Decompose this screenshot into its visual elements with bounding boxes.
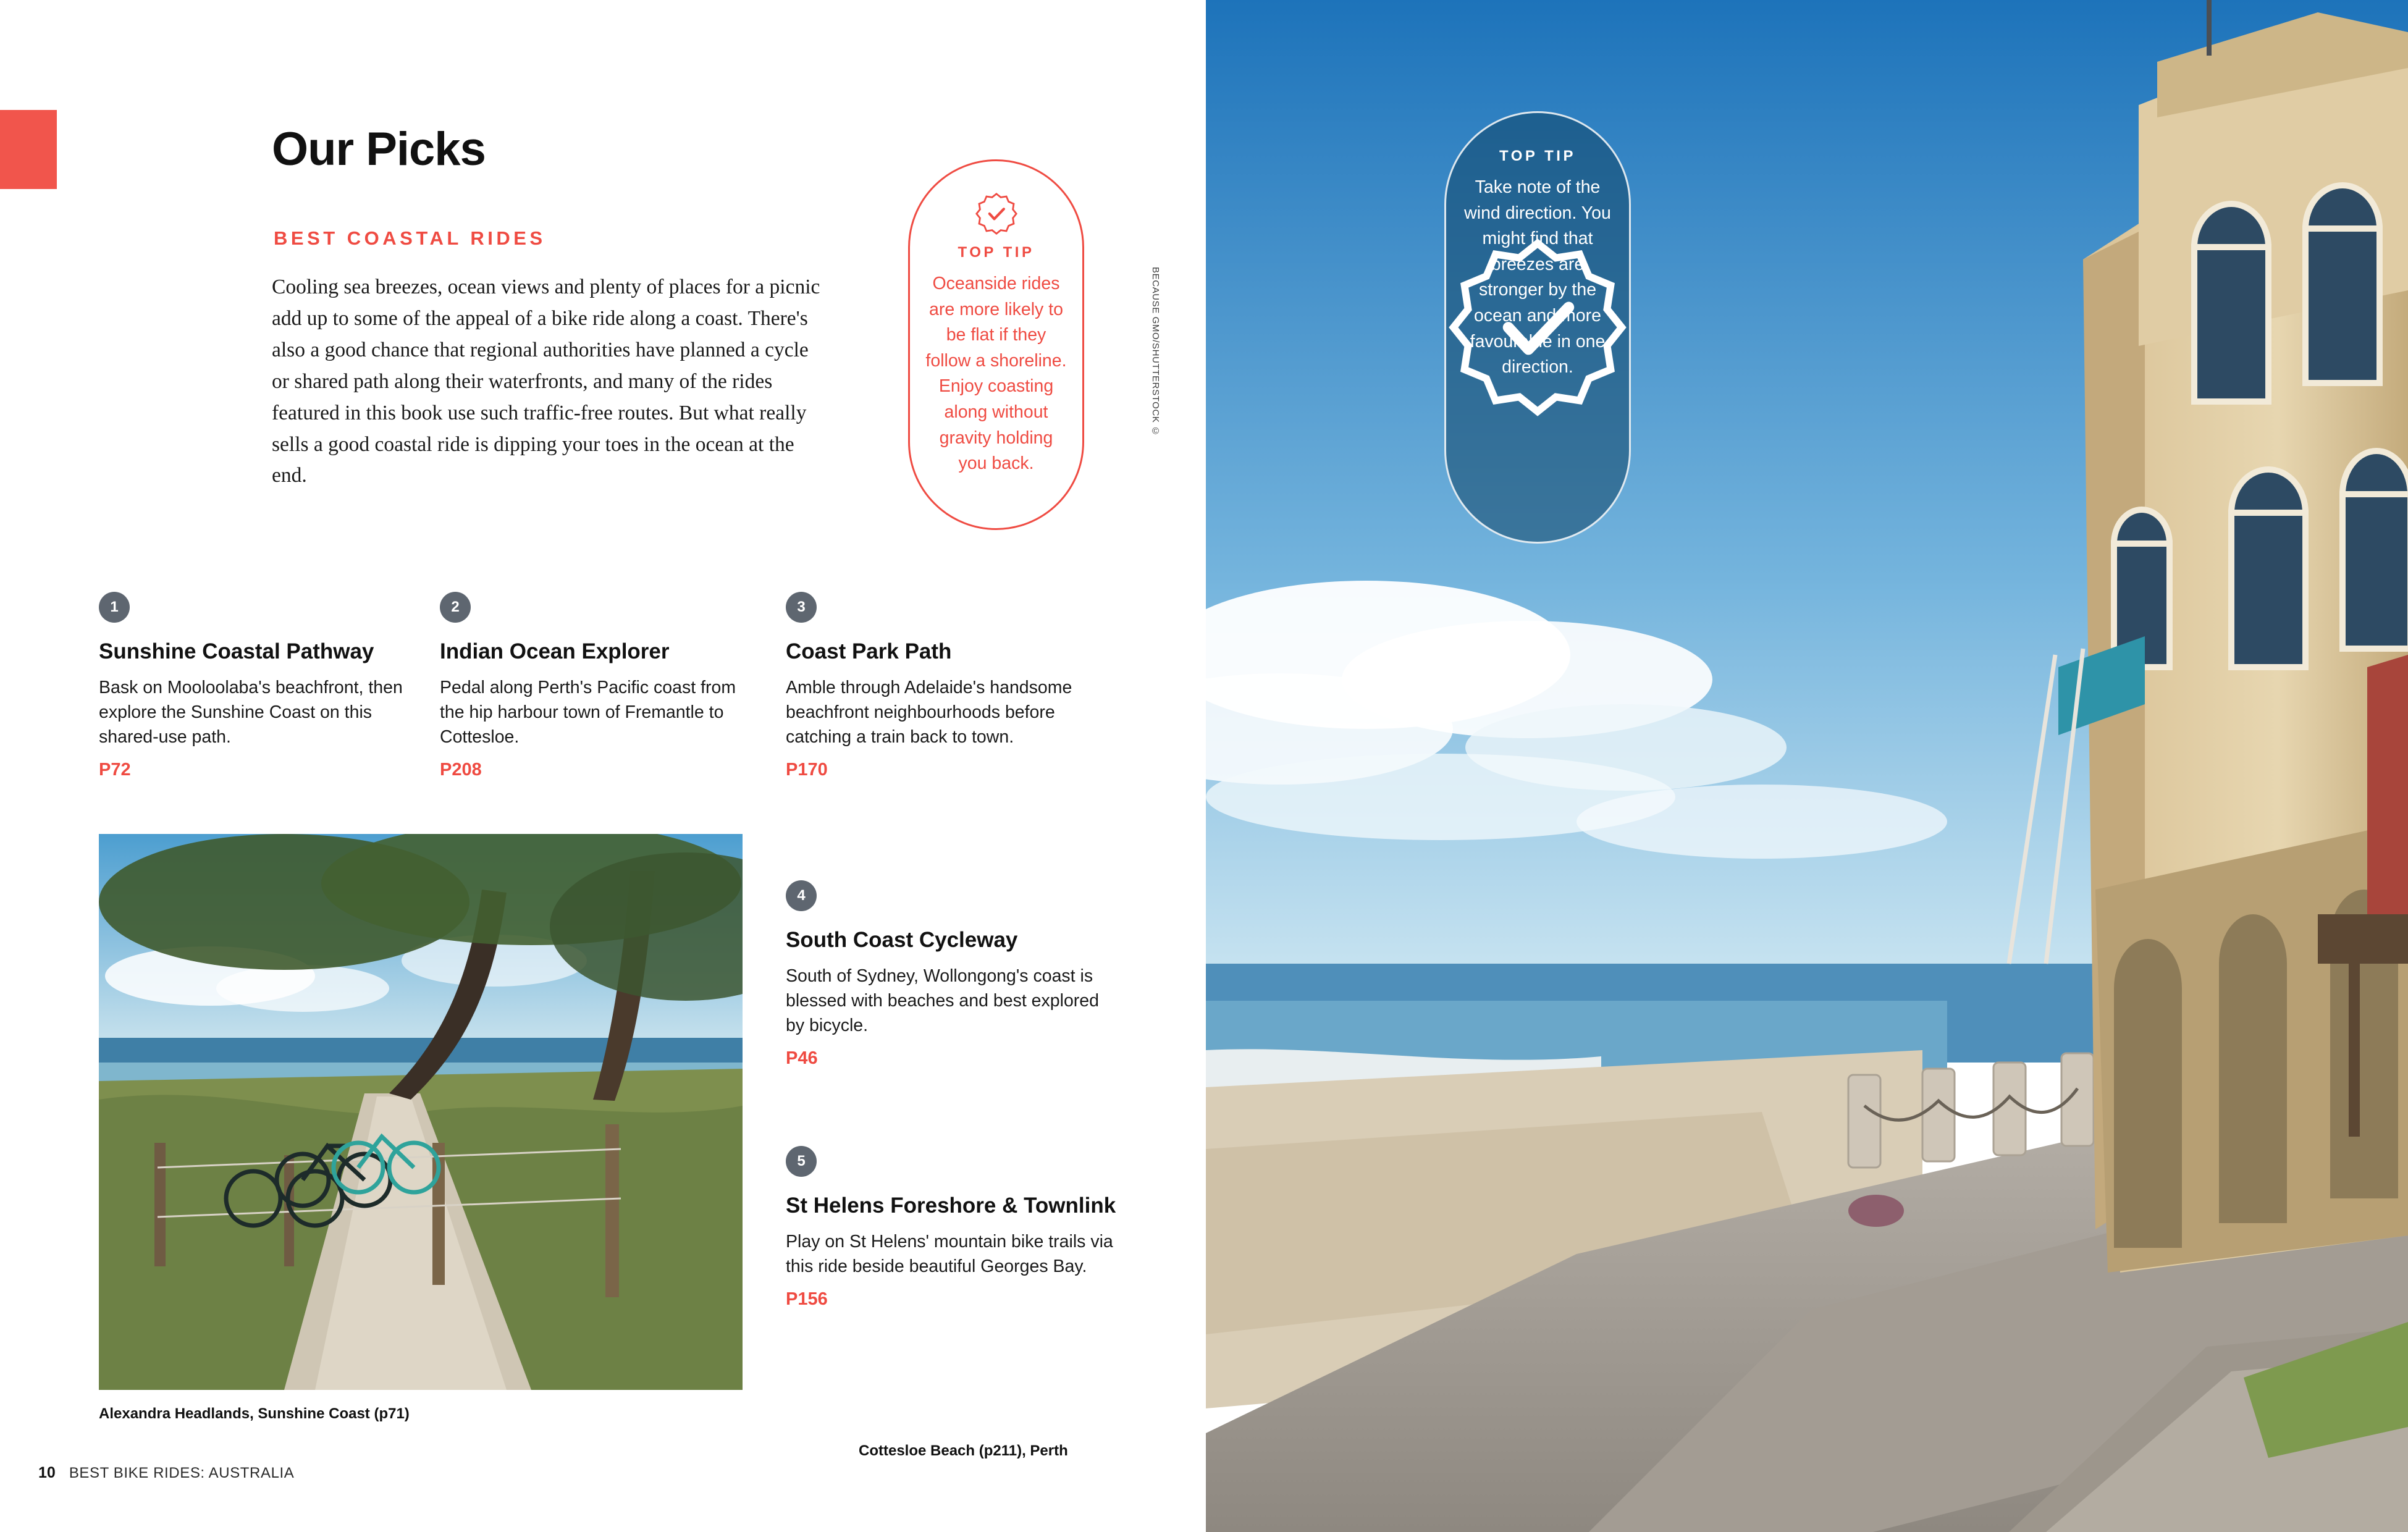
right-page-photo — [1206, 0, 2408, 1532]
badge-check-icon — [1446, 113, 1629, 542]
photo-alexandra-headlands — [99, 834, 743, 1390]
pick-description: Pedal along Perth's Pacific coast from the hip harbour town of Fremantle to Cottesloe. — [440, 678, 736, 747]
pick-description: Amble through Adelaide's handsome beachfront neighbourhoods before catching a train back to town. — [786, 678, 1072, 747]
pick-description: Play on St Helens' mountain bike trails via this ride beside beautiful Georges Bay. — [786, 1232, 1113, 1276]
top-tip-left — [908, 159, 1084, 530]
pick-title: St Helens Foreshore & Townlink — [786, 1193, 1116, 1218]
pick-page-ref: P170 — [786, 759, 828, 780]
pick-description: South of Sydney, Wollongong's coast is blessed with beaches and best explored by bicycle. — [786, 966, 1100, 1035]
pick-page-ref: P156 — [786, 1289, 828, 1309]
badge-check-icon — [975, 192, 1018, 235]
pick-number-badge: 2 — [440, 592, 471, 623]
caption-left-photo: Alexandra Headlands, Sunshine Coast (p71) — [99, 1405, 410, 1422]
pick-item-3 — [786, 592, 1107, 780]
pick-page-ref: P72 — [99, 759, 131, 780]
photo-credit-top: BECAUSE GMO/SHUTTERSTOCK © — [1150, 267, 1161, 437]
pick-description: Bask on Mooloolaba's beachfront, then explore the Sunshine Coast on this shared-use path. — [99, 678, 403, 747]
pick-number-badge: 3 — [786, 592, 817, 623]
pick-number-badge: 4 — [786, 880, 817, 911]
intro-paragraph: Cooling sea breezes, ocean views and plenty of places for a picnic add up to some of the appeal of a bike ride along a coast. There's also a good chance that regional authorities have planned a cycle or shared path along their waterfronts, and many of the rides featured in this book use such traffic-free routes. But what really sells a good coastal ride is dipping your toes in the ocean at the end. — [272, 276, 820, 487]
top-tip-right-label: TOP TIP — [1499, 148, 1576, 164]
pick-item-2 — [440, 592, 761, 780]
top-tip-right — [1444, 111, 1631, 544]
pick-number-badge: 5 — [786, 1146, 817, 1177]
photo-credit-left: SAMUEL JACOB RESCURO/SHUTTERSTOCK © — [86, 876, 97, 1101]
pick-title: Indian Ocean Explorer — [440, 639, 670, 663]
pick-title: Coast Park Path — [786, 639, 952, 663]
top-tip-right-text: Take note of the wind direction. You might find that breezes are stronger by the ocean and more favourable in one direction. — [1464, 177, 1611, 377]
pick-page-ref: P208 — [440, 759, 482, 780]
pick-page-ref: P46 — [786, 1048, 818, 1068]
section-subtitle: BEST COASTAL RIDES — [274, 227, 546, 249]
pick-item-1 — [99, 592, 420, 780]
top-tip-left-label: TOP TIP — [958, 244, 1035, 261]
page-title: Our Picks — [272, 123, 486, 175]
footer-book-title: BEST BIKE RIDES: AUSTRALIA — [69, 1465, 295, 1481]
page-footer — [38, 1464, 294, 1482]
pick-title: Sunshine Coastal Pathway — [99, 639, 374, 663]
section-color-tab — [0, 110, 57, 189]
pick-number-badge: 1 — [99, 592, 130, 623]
photo-illustration — [99, 834, 743, 1390]
top-tip-left-text: Oceanside rides are more likely to be flat if they follow a shoreline. Enjoy coasting along without gravity holding you back. — [925, 274, 1067, 474]
pick-item-5 — [786, 1146, 1119, 1310]
caption-right-photo: Cottesloe Beach (p211), Perth — [859, 1442, 1068, 1459]
cottesloe-beach-illustration — [1206, 0, 2408, 1532]
pick-item-4 — [786, 880, 1113, 1069]
pick-title: South Coast Cycleway — [786, 928, 1018, 952]
folio-number: 10 — [38, 1464, 56, 1481]
